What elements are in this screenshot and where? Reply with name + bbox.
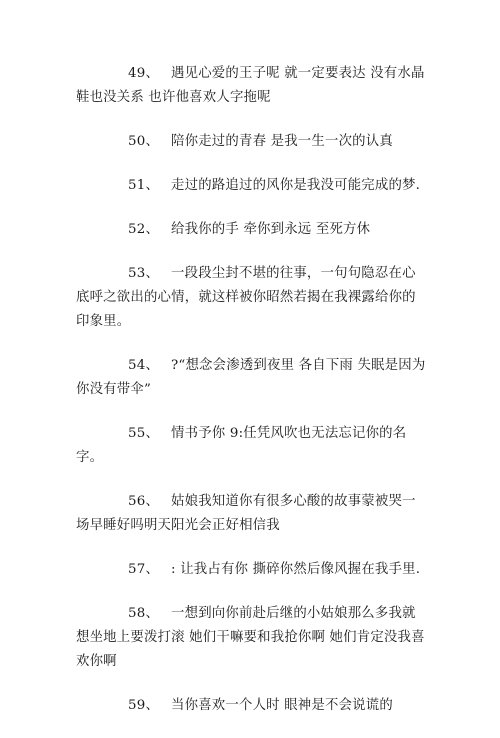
list-item-57 (76, 558, 426, 582)
item-text: : 让我占有你 撕碎你然后像风握在我手里. (171, 562, 421, 577)
list-item-54 (76, 354, 426, 402)
item-number: 49、 (128, 66, 160, 81)
list-item-53 (76, 262, 426, 334)
item-number: 51、 (128, 178, 160, 193)
item-text: 一想到向你前赴后继的小姑娘那么多我就想坐地上要泼打滚 她们干嘛要和我抢你啊 她们肯定没我喜欢你啊 (76, 606, 425, 669)
document-body (76, 62, 426, 738)
item-number: 52、 (128, 222, 160, 237)
item-number: 59、 (128, 698, 160, 713)
item-number: 56、 (128, 494, 160, 509)
list-item-50 (76, 130, 426, 154)
item-text: 给我你的手 牵你到永远 至死方休 (171, 222, 371, 237)
list-item-55 (76, 422, 426, 470)
item-number: 58、 (128, 606, 160, 621)
item-text: 情书予你 9:任凭风吹也无法忘记你的名字。 (76, 426, 407, 465)
item-text: 姑娘我知道你有很多心酸的故事蒙被哭一场早睡好吗明天阳光会正好相信我 (76, 494, 416, 533)
item-number: 50、 (128, 134, 160, 149)
item-text: 一段段尘封不堪的往事，一句句隐忍在心底呼之欲出的心情，就这样被你昭然若揭在我裸露给你的印象里。 (76, 266, 416, 329)
list-item-59 (76, 694, 426, 718)
list-item-51 (76, 174, 426, 198)
item-number: 55、 (128, 426, 160, 441)
item-text: 当你喜欢一个人时 眼神是不会说谎的 (171, 698, 393, 713)
item-number: 57、 (128, 562, 160, 577)
item-number: 54、 (128, 358, 160, 373)
item-text: ?“想念会渗透到夜里 各自下雨 失眠是因为你没有带伞” (76, 358, 426, 397)
item-text: 走过的路追过的风你是我没可能完成的梦. (171, 178, 421, 193)
item-number: 53、 (128, 266, 160, 281)
item-text: 陪你走过的青春 是我一生一次的认真 (171, 134, 393, 149)
list-item-49 (76, 62, 426, 110)
list-item-56 (76, 490, 426, 538)
list-item-52 (76, 218, 426, 242)
list-item-58 (76, 602, 426, 674)
item-text: 遇见心爱的王子呢 就一定要表达 没有水晶鞋也没关系 也许他喜欢人字拖呢 (76, 66, 425, 105)
